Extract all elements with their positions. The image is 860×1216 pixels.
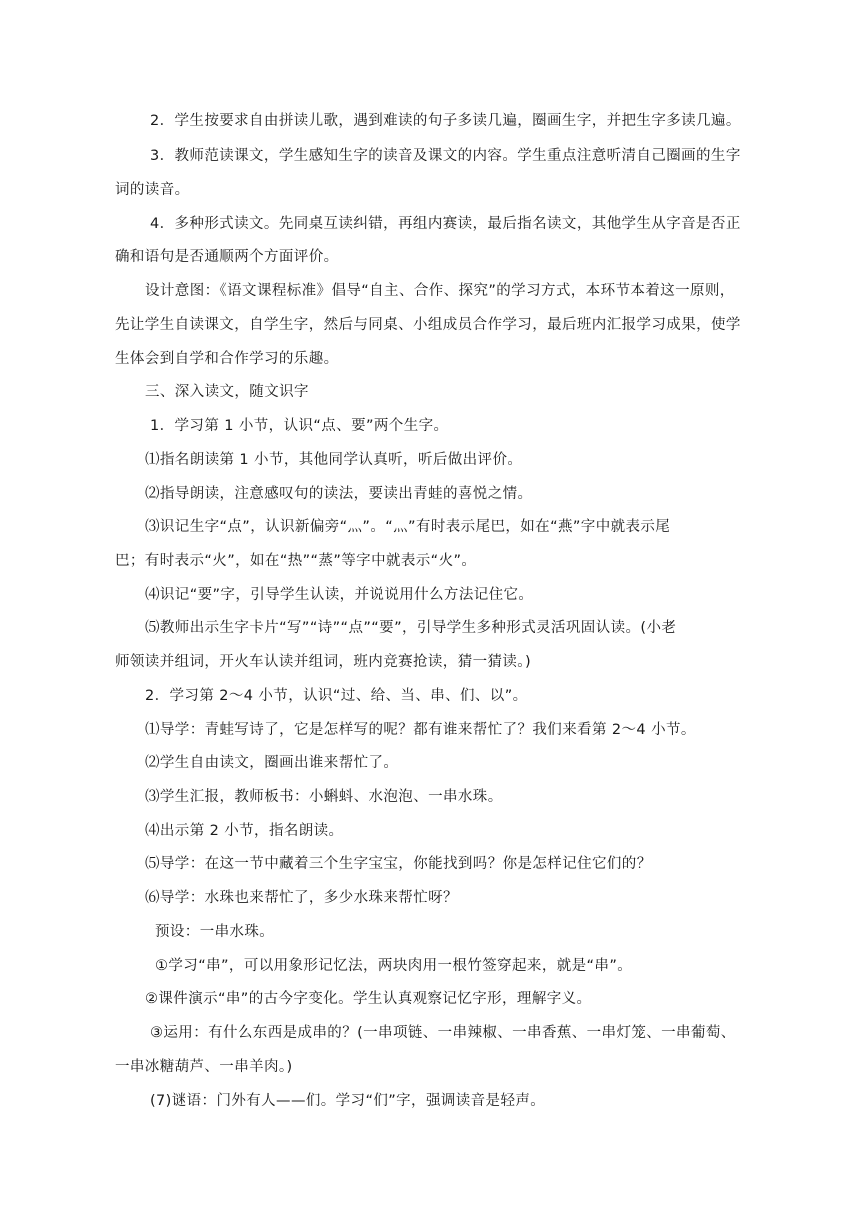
paragraph-line: ⑶识记生字“点”，认识新偏旁“灬”。“灬”有时表示尾巴，如在“燕”字中就表示尾	[145, 519, 671, 535]
paragraph-line: ①学习“串”，可以用象形记忆法，两块肉用一根竹签穿起来，就是“串”。	[155, 958, 633, 974]
paragraph-line: ⑵指导朗读，注意感叹句的读法，要读出青蛙的喜悦之情。	[145, 486, 533, 502]
paragraph-line: 4．多种形式读文。先同桌互读纠错，再组内赛读，最后指名读文，其他学生从字音是否正	[150, 216, 741, 232]
paragraph-line: ⑷出示第 2 小节，指名朗读。	[145, 823, 344, 839]
paragraph-line: ⑹导学：水珠也来帮忙了，多少水珠来帮忙呀？	[145, 890, 458, 906]
paragraph-line: ⑷识记“要”字，引导学生认读，并说说用什么方法记住它。	[145, 587, 534, 603]
paragraph-line: ③运用：有什么东西是成串的？(一串项链、一串辣椒、一串香蕉、一串灯笼、一串葡萄、	[150, 1025, 736, 1041]
paragraph-line: ⑴导学：青蛙写诗了，它是怎样写的呢？都有谁来帮忙了？我们来看第 2～4 小节。	[145, 722, 696, 738]
paragraph-line: 师领读并组词，开火车认读并组词，班内竞赛抢读，猜一猜读。)	[115, 654, 532, 670]
paragraph-line: (7)谜语：门外有人——们。学习“们”字，强调读音是轻声。	[150, 1093, 546, 1109]
paragraph-line: 1．学习第 1 小节，认识“点、要”两个生字。	[150, 418, 449, 434]
paragraph-line: ⑶学生汇报，教师板书：小蝌蚪、水泡泡、一串水珠。	[145, 789, 503, 805]
paragraph-line: 3．教师范读课文，学生感知生字的读音及课文的内容。学生重点注意听清自己圈画的生字	[150, 148, 741, 164]
paragraph-line: ⑴指名朗读第 1 小节，其他同学认真听，听后做出评价。	[145, 452, 523, 468]
paragraph-line: 生体会到自学和合作学习的乐趣。	[115, 351, 339, 367]
paragraph-line: 预设：一串水珠。	[155, 924, 275, 940]
paragraph-line: ⑵学生自由读文，圈画出谁来帮忙了。	[145, 755, 399, 771]
section-heading: 三、深入读文，随文识字	[145, 384, 309, 400]
paragraph-line: 2．学生按要求自由拼读儿歌，遇到难读的句子多读几遍，圈画生字，并把生字多读几遍。	[150, 113, 741, 129]
paragraph-line: 2．学习第 2～4 小节，认识“过、给、当、串、们、以”。	[145, 688, 528, 704]
paragraph-line: 确和语句是否通顺两个方面评价。	[115, 249, 339, 265]
paragraph-line: 巴；有时表示“火”，如在“热”“蒸”等字中就表示“火”。	[115, 553, 477, 569]
paragraph-line: 一串冰糖葫芦、一串羊肉。)	[115, 1059, 293, 1075]
paragraph-line: ⑸导学：在这一节中藏着三个生字宝宝，你能找到吗？你是怎样记住它们的？	[145, 856, 652, 872]
paragraph-line: ⑸教师出示生字卡片“写”“诗”“点”“要”，引导学生多种形式灵活巩固认读。(小老	[145, 620, 677, 636]
paragraph-line: 设计意图：《语文课程标准》倡导“自主、合作、探究”的学习方式，本环节本着这一原则，	[145, 283, 735, 299]
paragraph-line: ②课件演示“串”的古今字变化。学生认真观察记忆字形，理解字义。	[145, 991, 592, 1007]
paragraph-line: 先让学生自读课文，自学生字，然后与同桌、小组成员合作学习，最后班内汇报学习成果，使学	[115, 317, 741, 333]
paragraph-line: 词的读音。	[115, 182, 190, 198]
